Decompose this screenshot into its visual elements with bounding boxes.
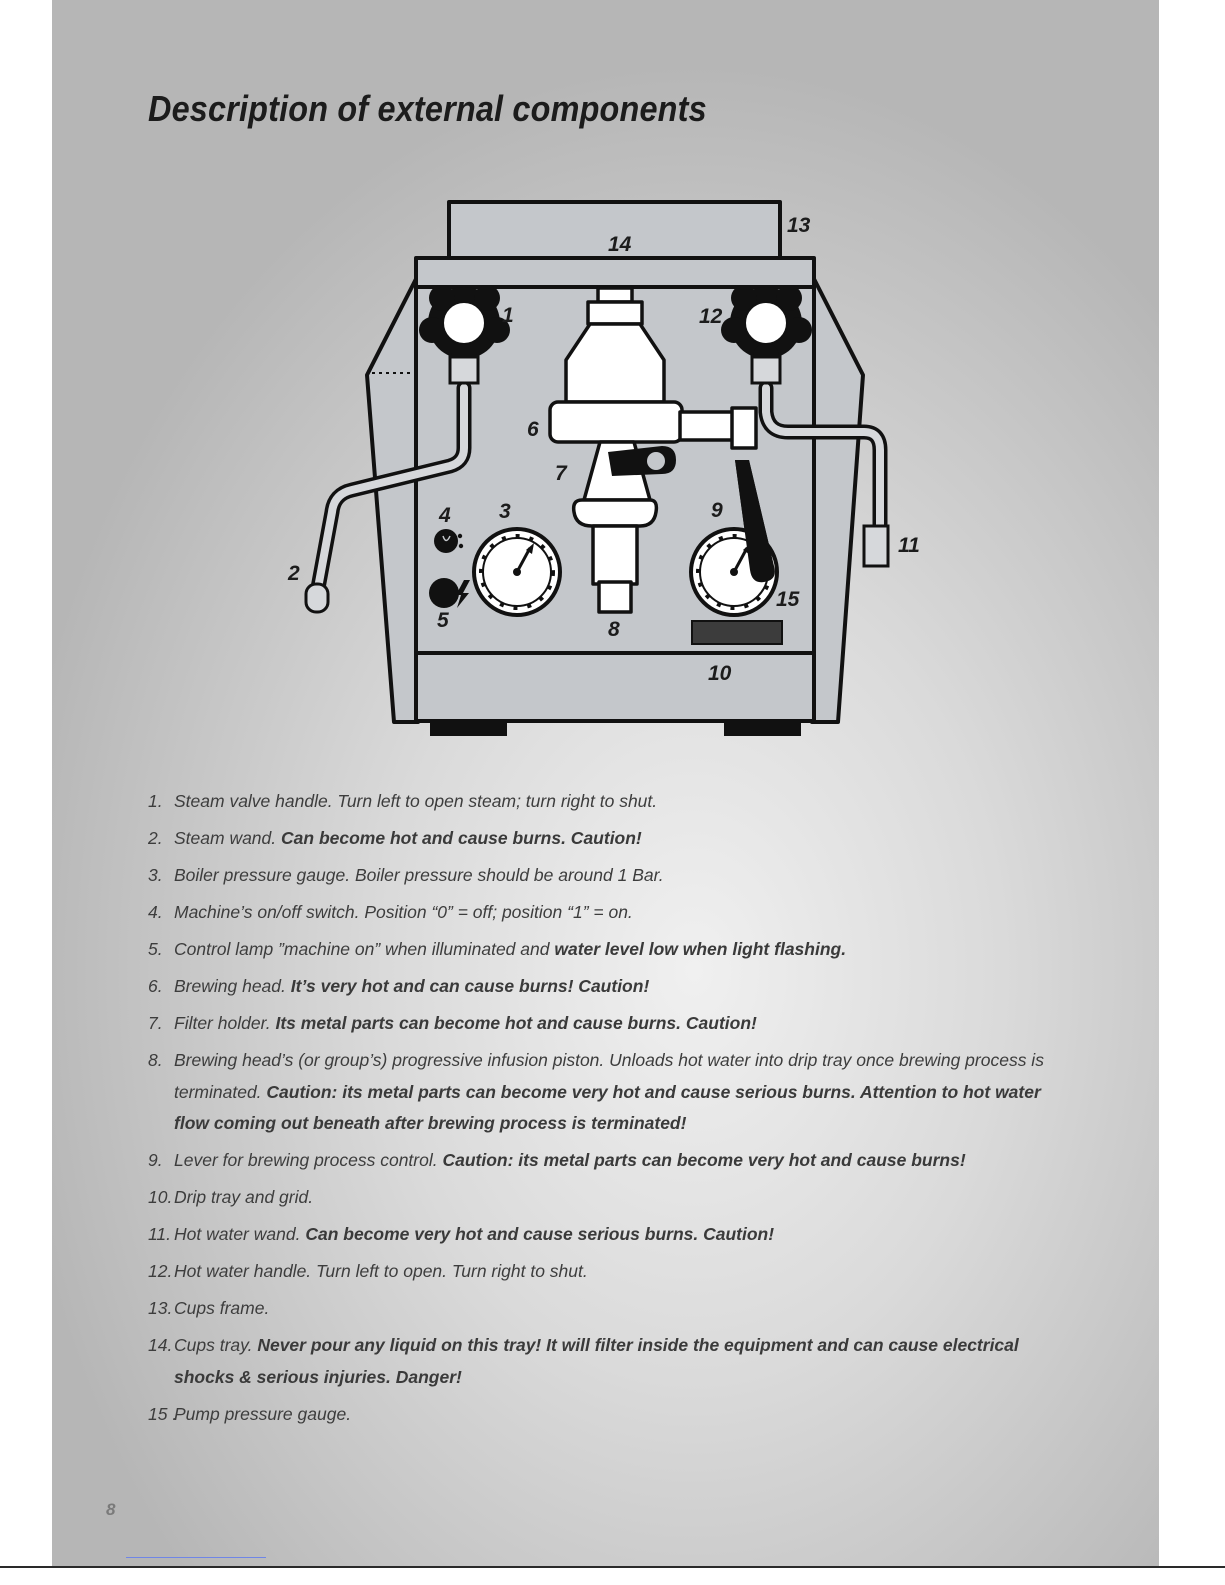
item-text: Brewing head’s (or group’s) progressive infusion piston. Unloads hot water into drip tray once brewing process is terminated. [174,1050,1044,1102]
item-number: 15 . [148,1403,178,1424]
callout-11: 11 [898,534,920,557]
item-number: 5. [148,939,163,959]
item-warning: Never pour any liquid on this tray! It will filter inside the equipment and can cause electrical shocks & serious injuries. Danger! [174,1335,1019,1387]
callout-10: 10 [708,662,732,685]
item-number: 11. [148,1224,172,1244]
callout-13: 13 [787,214,811,237]
item-warning: It’s very hot and can cause burns! Caution! [290,976,650,996]
callout-3: 3 [499,500,511,523]
callout-6: 6 [527,418,539,441]
item-text: Pump pressure gauge. [174,1403,352,1424]
item-number: 10. [148,1187,173,1207]
list-item [148,1182,1078,1214]
drip-grid [692,621,782,644]
item-text: Boiler pressure gauge. Boiler pressure should be around 1 Bar. [174,865,664,885]
item-text: Brewing head. [174,976,286,996]
list-item [148,897,1078,929]
item-warning: Can become very hot and cause serious burns. Caution! [305,1224,775,1244]
item-text: Hot water handle. Turn left to open. Turn right to shut. [174,1261,588,1281]
item-text: Lever for brewing process control. [174,1150,438,1170]
page-number: 8 [106,1500,116,1519]
list-item [148,1219,1078,1251]
item-warning: Caution: its metal parts can become very hot and cause burns! [442,1150,966,1170]
list-item [148,1256,1078,1288]
item-text: Filter holder. [174,1013,271,1033]
item-number: 13. [148,1298,173,1318]
callout-14: 14 [608,233,632,256]
cups-tray [416,258,814,287]
item-number: 3. [148,865,163,885]
component-list [148,786,1078,1436]
item-number: 8. [148,1050,163,1070]
item-number: 6. [148,976,163,996]
item-number: 2. [148,828,163,848]
item-text: Drip tray and grid. [174,1187,314,1207]
list-item [148,1293,1078,1325]
callout-15: 15 [776,588,800,611]
list-item [148,934,1078,966]
list-item [148,1045,1078,1140]
callout-1: 1 [502,304,514,327]
callout-8: 8 [608,618,620,641]
item-number: 14. [148,1335,173,1355]
item-warning: Its metal parts can become hot and cause burns. Caution! [275,1013,757,1033]
list-item [148,1399,1078,1431]
item-warning: water level low when light flashing. [554,939,847,959]
callout-7: 7 [555,462,567,485]
page-edge-line [0,1566,1225,1568]
manual-page [52,0,1159,1566]
left-side-panel [367,275,418,722]
item-text: Control lamp ”machine on” when illuminated and [174,939,550,959]
callout-4: 4 [439,504,451,527]
list-item [148,1008,1078,1040]
item-warning: Caution: its metal parts can become very hot and cause serious burns. Attention to hot water flow coming out beneath after brewing process is terminated! [174,1081,1041,1133]
item-text: Hot water wand. [174,1224,301,1244]
list-item [148,823,1078,855]
item-text: Cups frame. [174,1298,270,1318]
list-item [148,1145,1078,1177]
item-text: Steam valve handle. Turn left to open steam; turn right to shut. [174,791,658,811]
callout-9: 9 [711,499,723,522]
callout-5: 5 [437,609,449,632]
item-text: Machine’s on/off switch. Position “0” = off; position “1” = on. [174,902,633,922]
list-item [148,971,1078,1003]
callout-2: 2 [288,562,300,585]
espresso-machine-diagram [52,0,1159,760]
list-item [148,786,1078,818]
item-warning: Can become hot and cause burns. Caution! [281,828,642,848]
drip-tray [416,653,814,721]
item-text: Cups tray. [174,1335,253,1355]
item-number: 9. [148,1150,163,1170]
item-number: 12. [148,1261,173,1281]
left-foot [430,720,507,736]
right-foot [724,720,801,736]
list-item [148,1330,1078,1393]
item-number: 1. [148,791,163,811]
list-item [148,860,1078,892]
boiler-pressure-gauge [474,529,560,615]
right-side-panel [812,275,863,722]
item-number: 7. [148,1013,163,1033]
item-number: 4. [148,902,163,922]
page-edge-mark [126,1557,266,1558]
page-title: Description of external components [148,88,707,129]
callout-12: 12 [699,305,723,328]
item-text: Steam wand. [174,828,277,848]
